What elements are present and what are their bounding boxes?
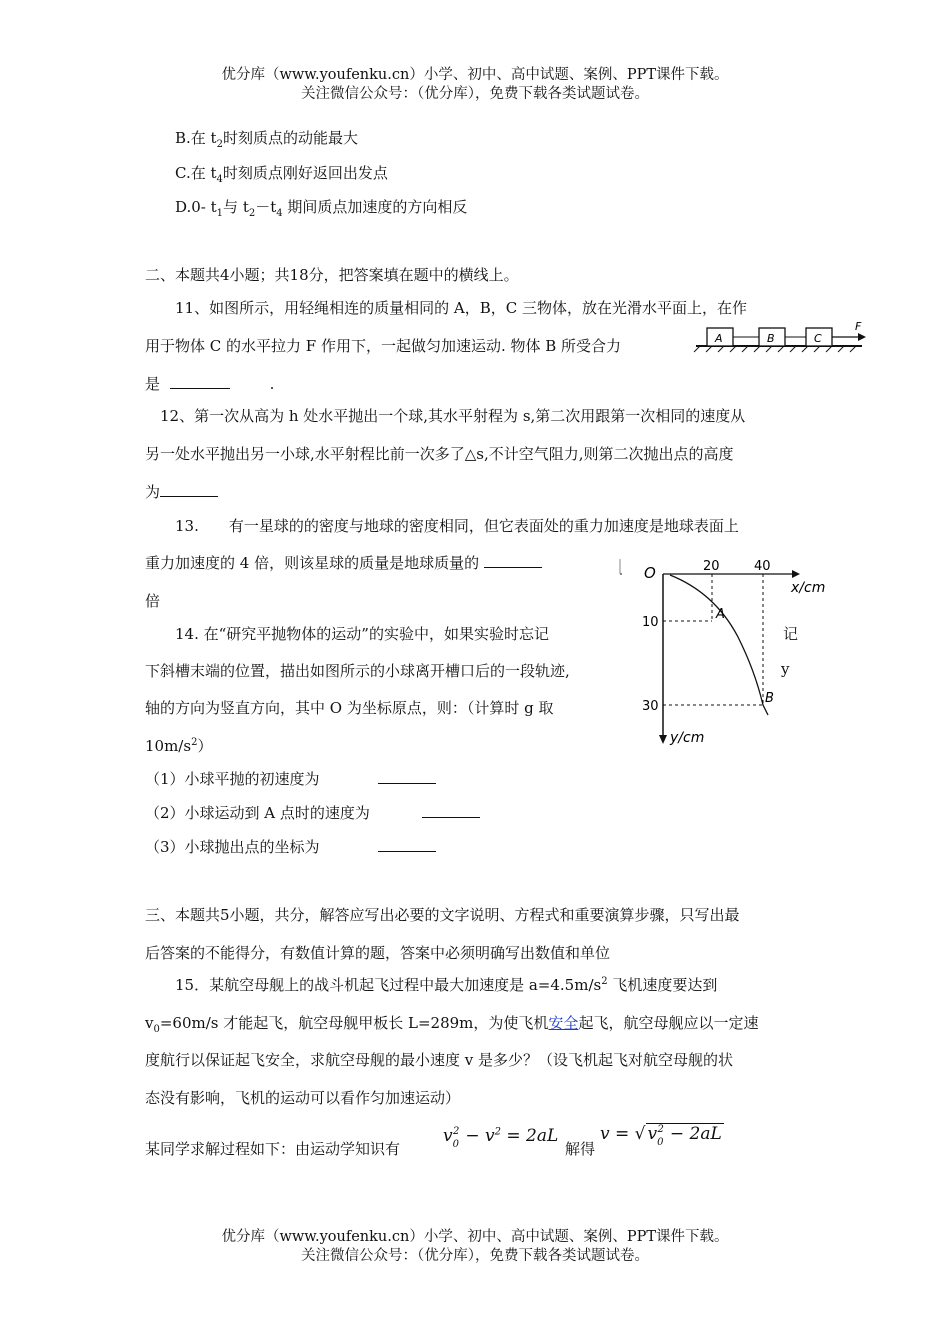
q14-line-2: 下斜槽末端的位置，描出如图所示的小球离开槽口后的一段轨迹, xyxy=(145,662,570,680)
q14-line-2-tail: y xyxy=(781,660,790,678)
block-a-label: A xyxy=(715,332,723,345)
q14-line-1-tail: 记 xyxy=(783,625,799,643)
q12-line-2: 另一处水平抛出另一小球,水平射程比前一次多了△s,不计空气阻力,则第二次抛出点的高度 xyxy=(145,445,734,463)
header-line-1: 优分库（www.youfenku.cn）小学、初中、高中试题、案例、PPT课件下载。 xyxy=(221,67,729,83)
q13-answer-blank[interactable] xyxy=(484,553,542,568)
q12-line-1: 12、第一次从高为 h 处水平抛出一个球,其水平射程为 s,第二次用跟第一次相同的速度从 xyxy=(160,407,746,425)
option-b: B.在 $t_2$时刻质点的动能最大 xyxy=(175,129,358,150)
q13-line-3: 倍 xyxy=(145,592,161,610)
block-c-label: C xyxy=(814,332,822,345)
q15-line-4: 态没有影响，飞机的运动可以看作匀加速运动） xyxy=(145,1089,461,1107)
header-line-2: 关注微信公众号：（优分库），免费下载各类试题试卷。 xyxy=(301,86,649,102)
q12-answer-blank[interactable] xyxy=(160,482,218,497)
q14-sub-1-blank[interactable] xyxy=(378,769,436,784)
q11-answer-blank[interactable] xyxy=(170,374,230,389)
safety-link[interactable]: 安全 xyxy=(548,1014,579,1032)
q14-line-1: 14. 在“研究平抛物体的运动”的实验中，如果实验时忘记 xyxy=(175,625,549,643)
option-c: C.在 $t_4$时刻质点刚好返回出发点 xyxy=(175,164,388,185)
q13-line-1: 13. 有一星球的的密度与地球的密度相同，但它表面处的重力加速度是地球表面上 xyxy=(175,517,739,535)
q14-sub-3-blank[interactable] xyxy=(378,837,436,852)
y-axis-arrow xyxy=(659,735,667,744)
option-d: D.0- $t_1$与 $t_2-t_4$ 期间质点加速度的方向相反 xyxy=(175,198,468,219)
q15-line-5-prefix: 某同学求解过程如下：由运动学知识有 xyxy=(145,1140,401,1158)
force-label: F xyxy=(855,320,862,333)
trajectory-curve xyxy=(670,575,768,715)
q12-line-3: 为 xyxy=(145,481,218,502)
y-tick-30: 30 xyxy=(642,699,659,714)
q11-line-2: 用于物体 C 的水平拉力 F 作用下，一起做匀加速运动. 物体 B 所受合力 xyxy=(145,337,622,355)
section-3-line-1: 三、本题共5小题，共分，解答应写出必要的文字说明、方程式和重要演算步骤，只写出最 xyxy=(145,906,740,924)
q15-line-5-solve: 解得 xyxy=(565,1140,596,1158)
point-a-label: A xyxy=(716,607,725,622)
q14-sub-2: （2）小球运动到 A 点时的速度为 xyxy=(145,802,480,823)
x-axis-label: x/cm xyxy=(791,580,826,596)
q14-sub-3: （3）小球抛出点的坐标为 xyxy=(145,836,436,857)
q11-blocks-figure xyxy=(690,318,870,354)
q14-trajectory-graph xyxy=(615,553,840,753)
q14-line-3: 轴的方向为竖直方向，其中 O 为坐标原点，则：（计算时 g 取 xyxy=(145,699,554,717)
q15-line-1: 15．某航空母舰上的战斗机起飞过程中最大加速度是 $a=4.5m/s^2$ 飞机速度要达到 xyxy=(175,976,718,994)
q15-line-2: $v_0=60m/s$ 才能起飞，航空母舰甲板长 L=289m，为使飞机安全起飞，航空母舰应以一定速 xyxy=(145,1014,759,1035)
x-tick-20: 20 xyxy=(703,559,720,574)
q14-sub-1: （1）小球平抛的初速度为 xyxy=(145,768,436,789)
formula-kinematics: $v_0^2 - v^2 = 2aL$ xyxy=(443,1126,559,1151)
origin-label: O xyxy=(644,564,656,582)
footer-line-1: 优分库（www.youfenku.cn）小学、初中、高中试题、案例、PPT课件下载。 xyxy=(221,1229,729,1245)
q14-line-4: $10m/s^2$） xyxy=(145,737,213,755)
q15-line-3: 度航行以保证起飞安全，求航空母舰的最小速度 v 是多少？（设飞机起飞对航空母舰的状 xyxy=(145,1051,734,1069)
formula-solution: v = √ $v_0^2 - 2aL$ xyxy=(600,1124,722,1149)
block-b-label: B xyxy=(767,332,775,345)
footer-line-2: 关注微信公众号：（优分库），免费下载各类试题试卷。 xyxy=(301,1248,649,1264)
q13-line-2: 重力加速度的 4 倍，则该星球的质量是地球质量的 xyxy=(145,552,542,573)
section-2-heading: 二、本题共4小题；共18分，把答案填在题中的横线上。 xyxy=(145,266,519,284)
q11-line-1: 11、如图所示，用轻绳相连的质量相同的 A，B，C 三物体，放在光滑水平面上，在作 xyxy=(175,299,747,317)
y-tick-10: 10 xyxy=(642,615,659,630)
x-tick-40: 40 xyxy=(754,559,771,574)
force-arrow-head xyxy=(858,333,866,341)
q11-line-3: 是 . xyxy=(145,375,275,393)
y-axis-label: y/cm xyxy=(670,730,705,746)
x-axis-arrow xyxy=(792,570,800,578)
section-3-line-2: 后答案的不能得分，有数值计算的题，答案中必须明确写出数值和单位 xyxy=(145,944,611,962)
q14-sub-2-blank[interactable] xyxy=(422,803,480,818)
point-b-label: B xyxy=(765,691,774,706)
